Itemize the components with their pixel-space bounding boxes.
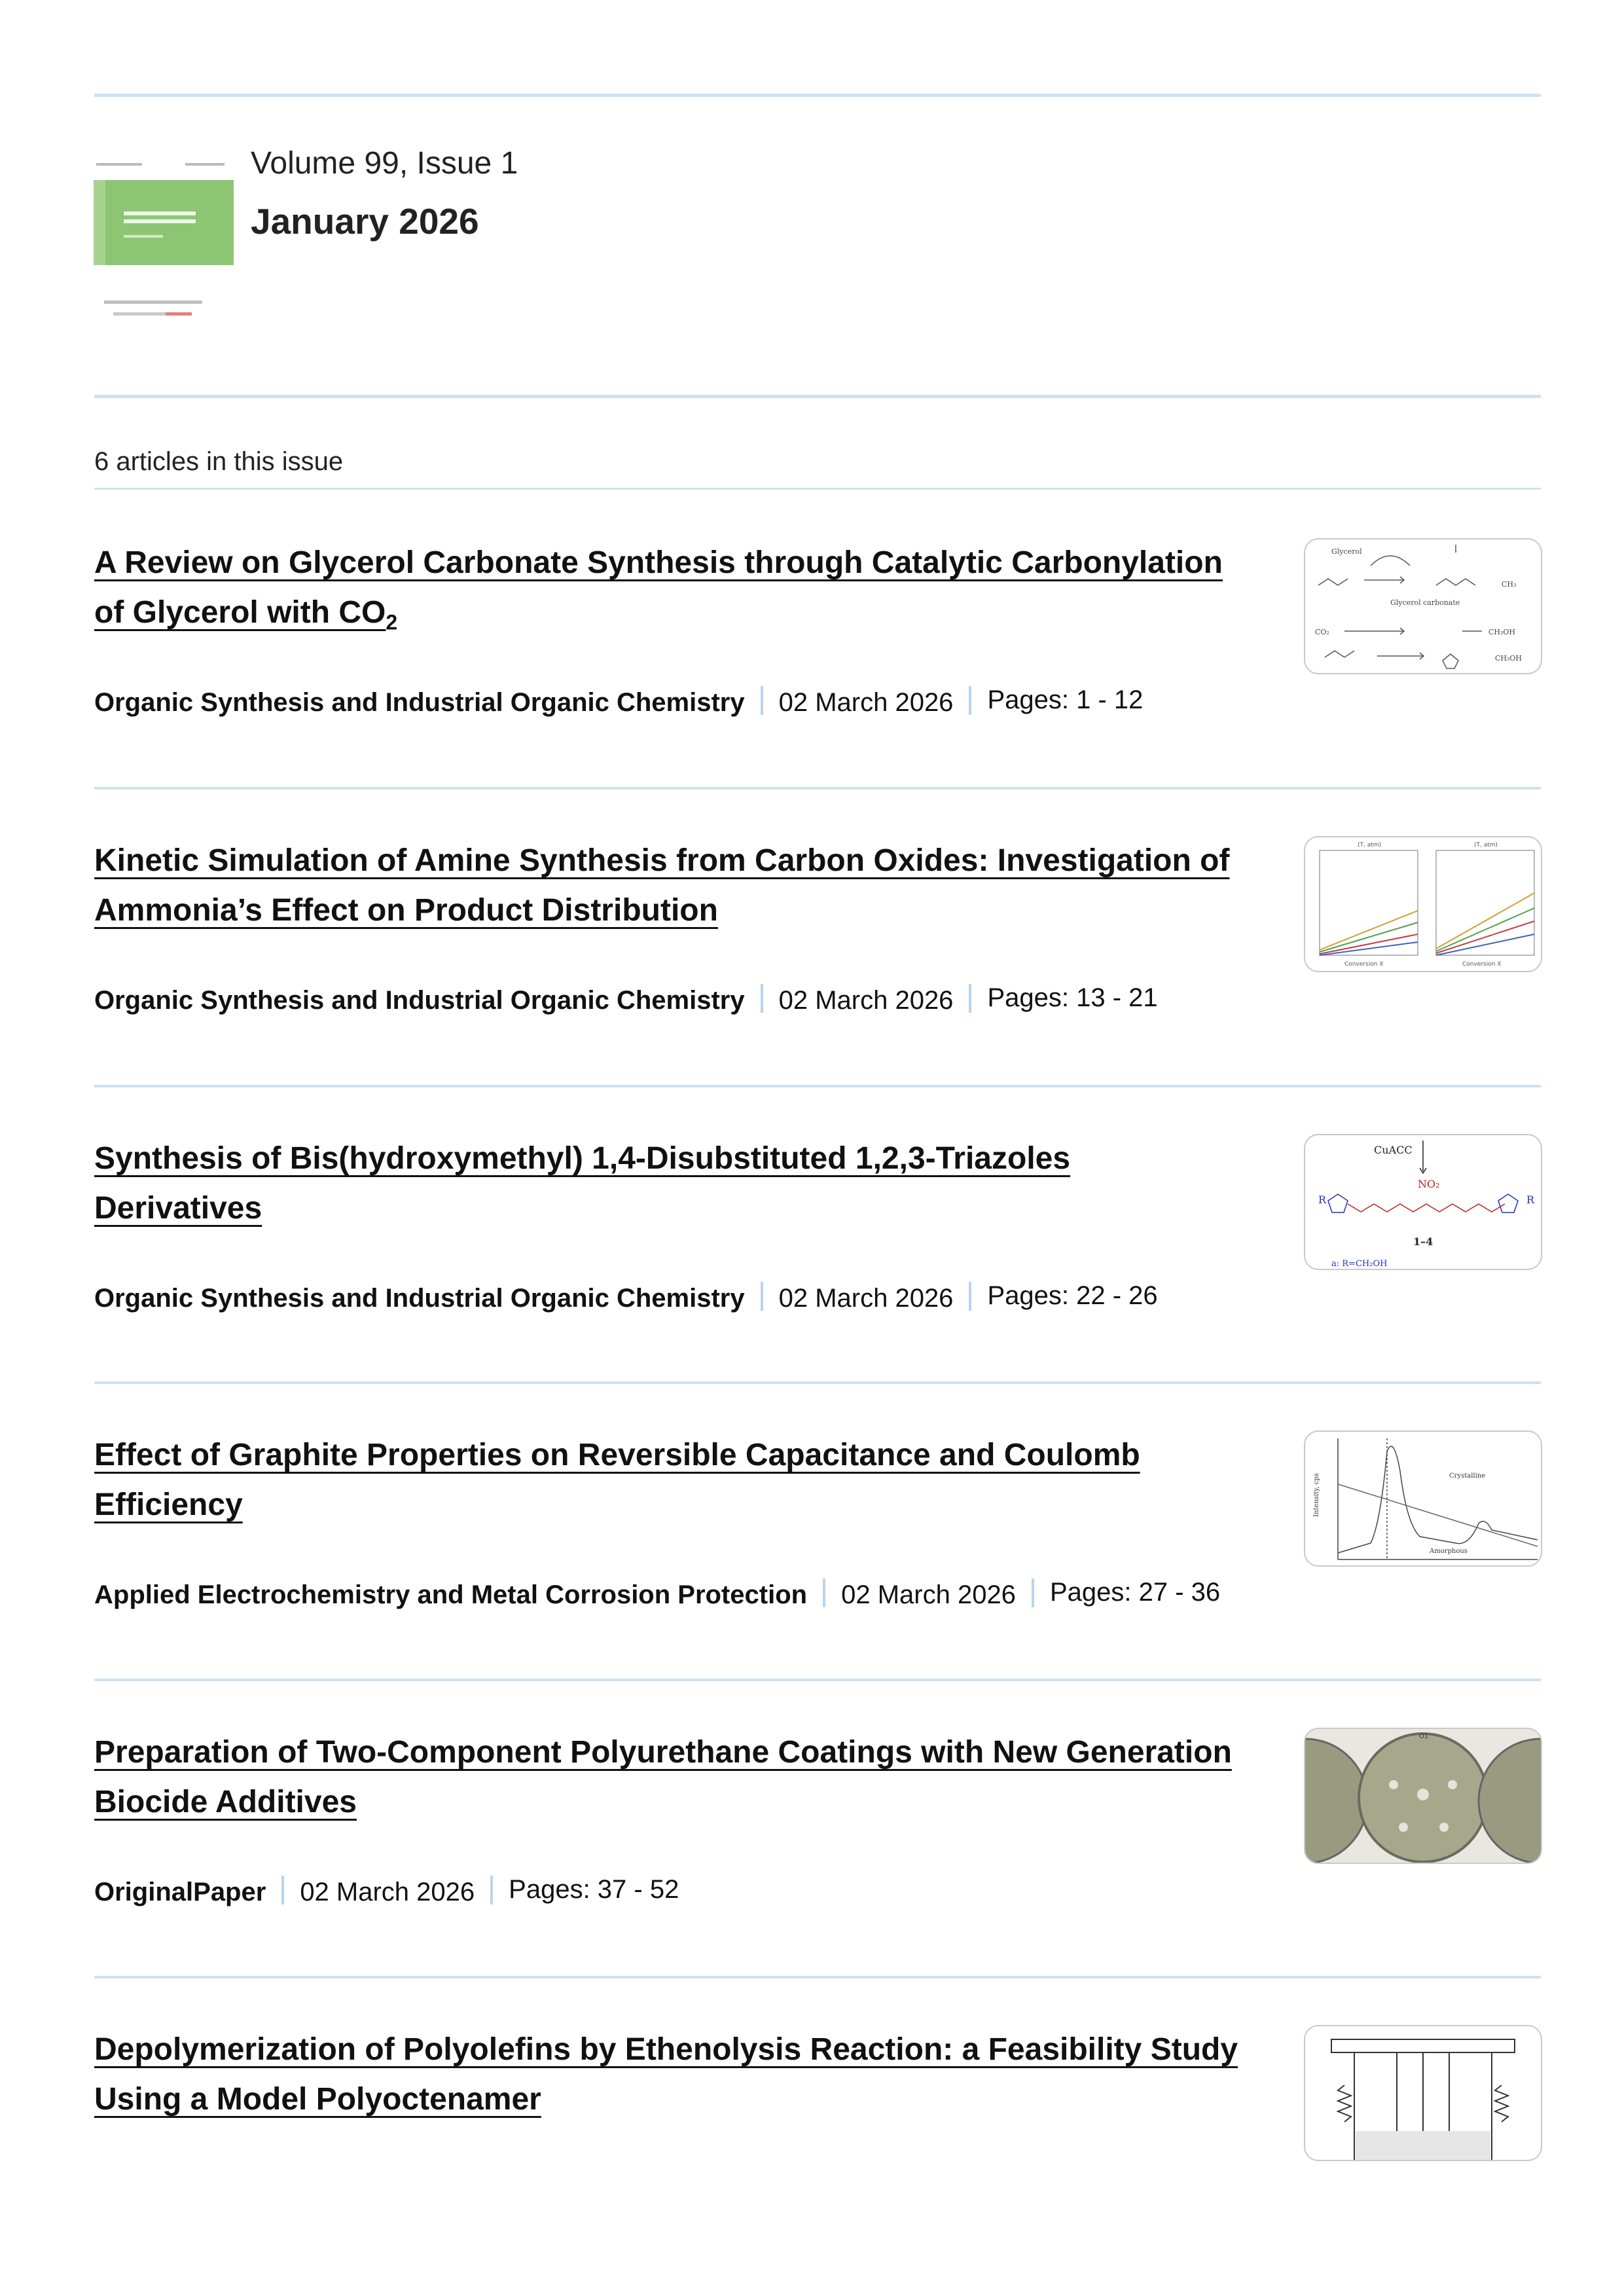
article-item [94,1134,1541,1383]
reactor-diagram-thumbnail[interactable] [1304,2025,1542,2161]
article-date: 02 March 2026 [778,986,954,1015]
reaction-scheme-thumbnail[interactable] [1304,538,1542,674]
article-divider [94,1085,1541,1087]
article-item [94,1430,1541,1679]
article-divider [94,1381,1541,1384]
svg-text:CH₃OH: CH₃OH [1488,628,1516,636]
svg-text:CuACC: CuACC [1374,1144,1413,1156]
issue-date: January 2026 [251,201,479,242]
svg-text:CH₃: CH₃ [1502,580,1517,589]
svg-text:R: R [1526,1194,1535,1206]
svg-text:Intensity, cps: Intensity, cps [1313,1473,1320,1517]
article-meta [94,1872,679,1907]
article-meta [94,682,1143,718]
svg-text:Amorphous: Amorphous [1430,1548,1468,1555]
svg-text:Conversion X: Conversion X [1462,961,1502,968]
article-meta [94,1278,1158,1313]
svg-text:R: R [1318,1194,1327,1206]
journal-cover-image[interactable] [94,160,234,331]
article-title[interactable]: Synthesis of Bis(hydroxymethyl) 1,4-Disubstituted 1,2,3-Triazoles Derivatives [94,1141,1071,1226]
svg-text:NO₂: NO₂ [1418,1178,1440,1190]
list-divider [94,488,1541,490]
article-item [94,538,1541,787]
article-title[interactable]: Depolymerization of Polyolefins by Ethenolysis Reaction: a Feasibility Study Using a Model Polyoctenamer [94,2032,1238,2117]
article-title[interactable]: Preparation of Two-Component Polyurethane Coatings with New Generation Biocide Additives [94,1735,1232,1819]
petri-dish-thumbnail[interactable] [1304,1728,1542,1864]
svg-text:Conversion X: Conversion X [1344,961,1384,968]
article-title[interactable]: Effect of Graphite Properties on Reversible Capacitance and Coulomb Efficiency [94,1438,1140,1522]
article-pages: Pages: 37 - 52 [509,1875,679,1904]
svg-text:Glycerol: Glycerol [1331,547,1362,556]
article-section[interactable]: Organic Synthesis and Industrial Organic Chemistry [94,1284,745,1313]
article-item [94,1728,1541,1977]
svg-text:Crystalline: Crystalline [1449,1472,1486,1480]
top-divider [94,94,1541,97]
svg-text:Glycerol carbonate: Glycerol carbonate [1390,598,1460,607]
article-date: 02 March 2026 [778,1284,954,1313]
article-divider [94,1679,1541,1681]
article-meta [94,1575,1220,1610]
article-date: 02 March 2026 [841,1580,1016,1609]
article-divider [94,787,1541,790]
svg-text:CH₃OH: CH₃OH [1495,654,1523,663]
article-divider [94,1976,1541,1978]
article-date: 02 March 2026 [300,1878,475,1906]
article-section[interactable]: Organic Synthesis and Industrial Organic Chemistry [94,688,745,717]
article-section[interactable]: OriginalPaper [94,1878,266,1906]
article-pages: Pages: 22 - 26 [987,1281,1158,1310]
article-item [94,2025,1541,2274]
article-section[interactable]: Applied Electrochemistry and Metal Corrosion Protection [94,1580,808,1609]
article-count: 6 articles in this issue [94,447,344,476]
article-title[interactable]: A Review on Glycerol Carbonate Synthesis through Catalytic Carbonylation of Glycerol with $CO_2$ [94,545,1223,634]
header-divider [94,395,1541,398]
article-pages: Pages: 27 - 36 [1049,1578,1221,1607]
article-date: 02 March 2026 [778,688,954,717]
svg-text:O1: O1 [1419,1733,1429,1740]
xrd-peak-thumbnail[interactable] [1304,1430,1542,1567]
issue-volume: Volume 99, Issue 1 [251,146,518,181]
article-meta [94,980,1158,1015]
triazole-structure-thumbnail[interactable] [1304,1134,1542,1270]
svg-text:1–4: 1–4 [1413,1235,1433,1248]
svg-text:(T, atm): (T, atm) [1474,842,1498,848]
article-item [94,836,1541,1085]
svg-text:CO₂: CO₂ [1315,628,1329,636]
line-plots-thumbnail[interactable] [1304,836,1542,972]
svg-text:(T, atm): (T, atm) [1358,842,1382,848]
svg-text:a: R=CH₂OH: a: R=CH₂OH [1331,1259,1388,1269]
article-pages: Pages: 1 - 12 [987,685,1144,714]
article-section[interactable]: Organic Synthesis and Industrial Organic Chemistry [94,986,745,1015]
article-pages: Pages: 13 - 21 [987,983,1158,1012]
article-title[interactable]: Kinetic Simulation of Amine Synthesis from Carbon Oxides: Investigation of Ammonia’s Effect on Product Distribution [94,843,1230,928]
